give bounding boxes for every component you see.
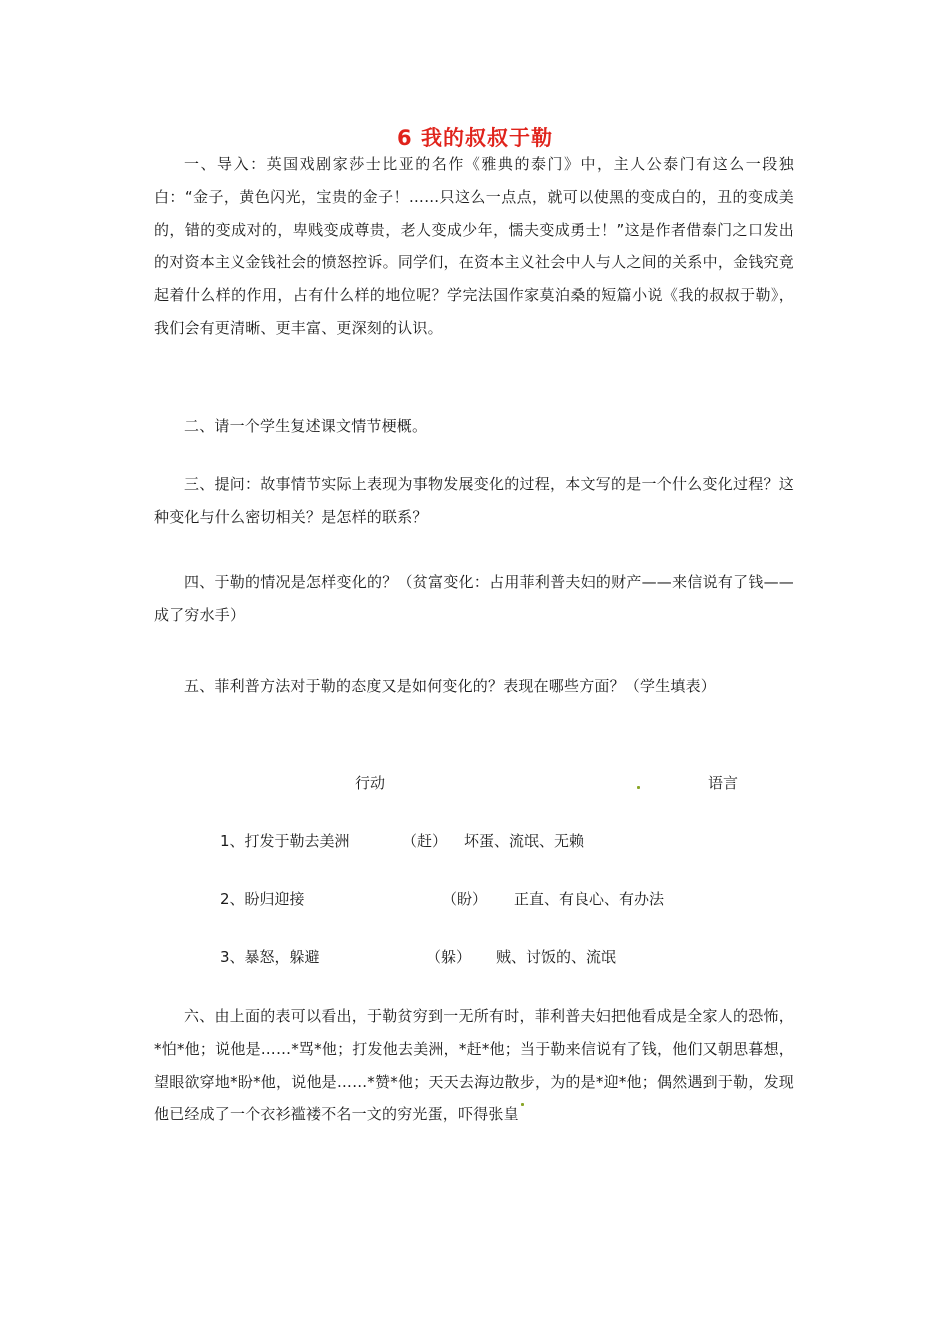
paragraph-summary: 六、由上面的表可以看出，于勒贫穷到一无所有时，菲利普夫妇把他看成是全家人的恐怖，*怕*他；说他是……*骂*他；打发他去美洲，*赶*他；当于勒来信说有了钱，他们又朝思暮想，望眼欲穿地*盼*他，说他是……*赞*他；天天去海边散步，为的是*迎*他；偶然遇到于勒，发现他已经成了一个衣衫褴褛不名一文的穷光蛋，吓得张皇 [154,1007,794,1124]
table-row-3-language: 贼、讨饭的、流氓 [496,948,617,966]
document-title: 6 我的叔叔于勒 [397,126,553,150]
paragraph-intro: 一、导入：英国戏剧家莎士比亚的名作《雅典的泰门》中，主人公泰门有这么一段独白：“金子，黄色闪光，宝贵的金子！……只这么一点点，就可以使黑的变成白的，丑的变成美的，错的变成对的，卑贱变成尊贵，老人变成少年，懦夫变成勇士！”这是作者借泰门之口发出的对资本主义金钱社会的愤怒控诉。同学们，在资本主义社会中人与人之间的关系中，金钱究竟起着什么样的作用，占有什么样的地位呢？学完法国作家莫泊桑的短篇小说《我的叔叔于勒》，我们会有更清晰、更丰富、更深刻的认识。 [154,155,794,337]
table-row-3-keyword: （躲） [426,948,472,966]
paragraph-attitude: 五、菲利普方法对于勒的态度又是如何变化的？表现在哪些方面？（学生填表） [184,677,717,695]
paragraph-question: 三、提问：故事情节实际上表现为事物发展变化的过程，本文写的是一个什么变化过程？这种变化与什么密切相关？是怎样的联系？ [154,475,794,526]
table-row-3-action: 3、暴怒，躲避 [220,948,320,966]
green-mark [521,1103,524,1106]
table-header-action: 行动 [355,774,386,792]
paragraph-jules-change: 四、于勒的情况是怎样变化的？（贫富变化：占用菲利普夫妇的财产——来信说有了钱——成了穷水手） [154,573,794,624]
table-row-2-keyword: （盼） [442,890,488,908]
paragraph-retell: 二、请一个学生复述课文情节梗概。 [184,417,428,435]
table-row-1-keyword: （赶） [402,832,448,850]
table-header-language: 语言 [708,774,739,792]
table-row-1-action: 1、打发于勒去美洲 [220,832,350,850]
table-row-2-language: 正直、有良心、有办法 [514,890,665,908]
table-row-1-language: 坏蛋、流氓、无赖 [464,832,585,850]
green-mark [637,786,640,789]
table-row-2-action: 2、盼归迎接 [220,890,305,908]
